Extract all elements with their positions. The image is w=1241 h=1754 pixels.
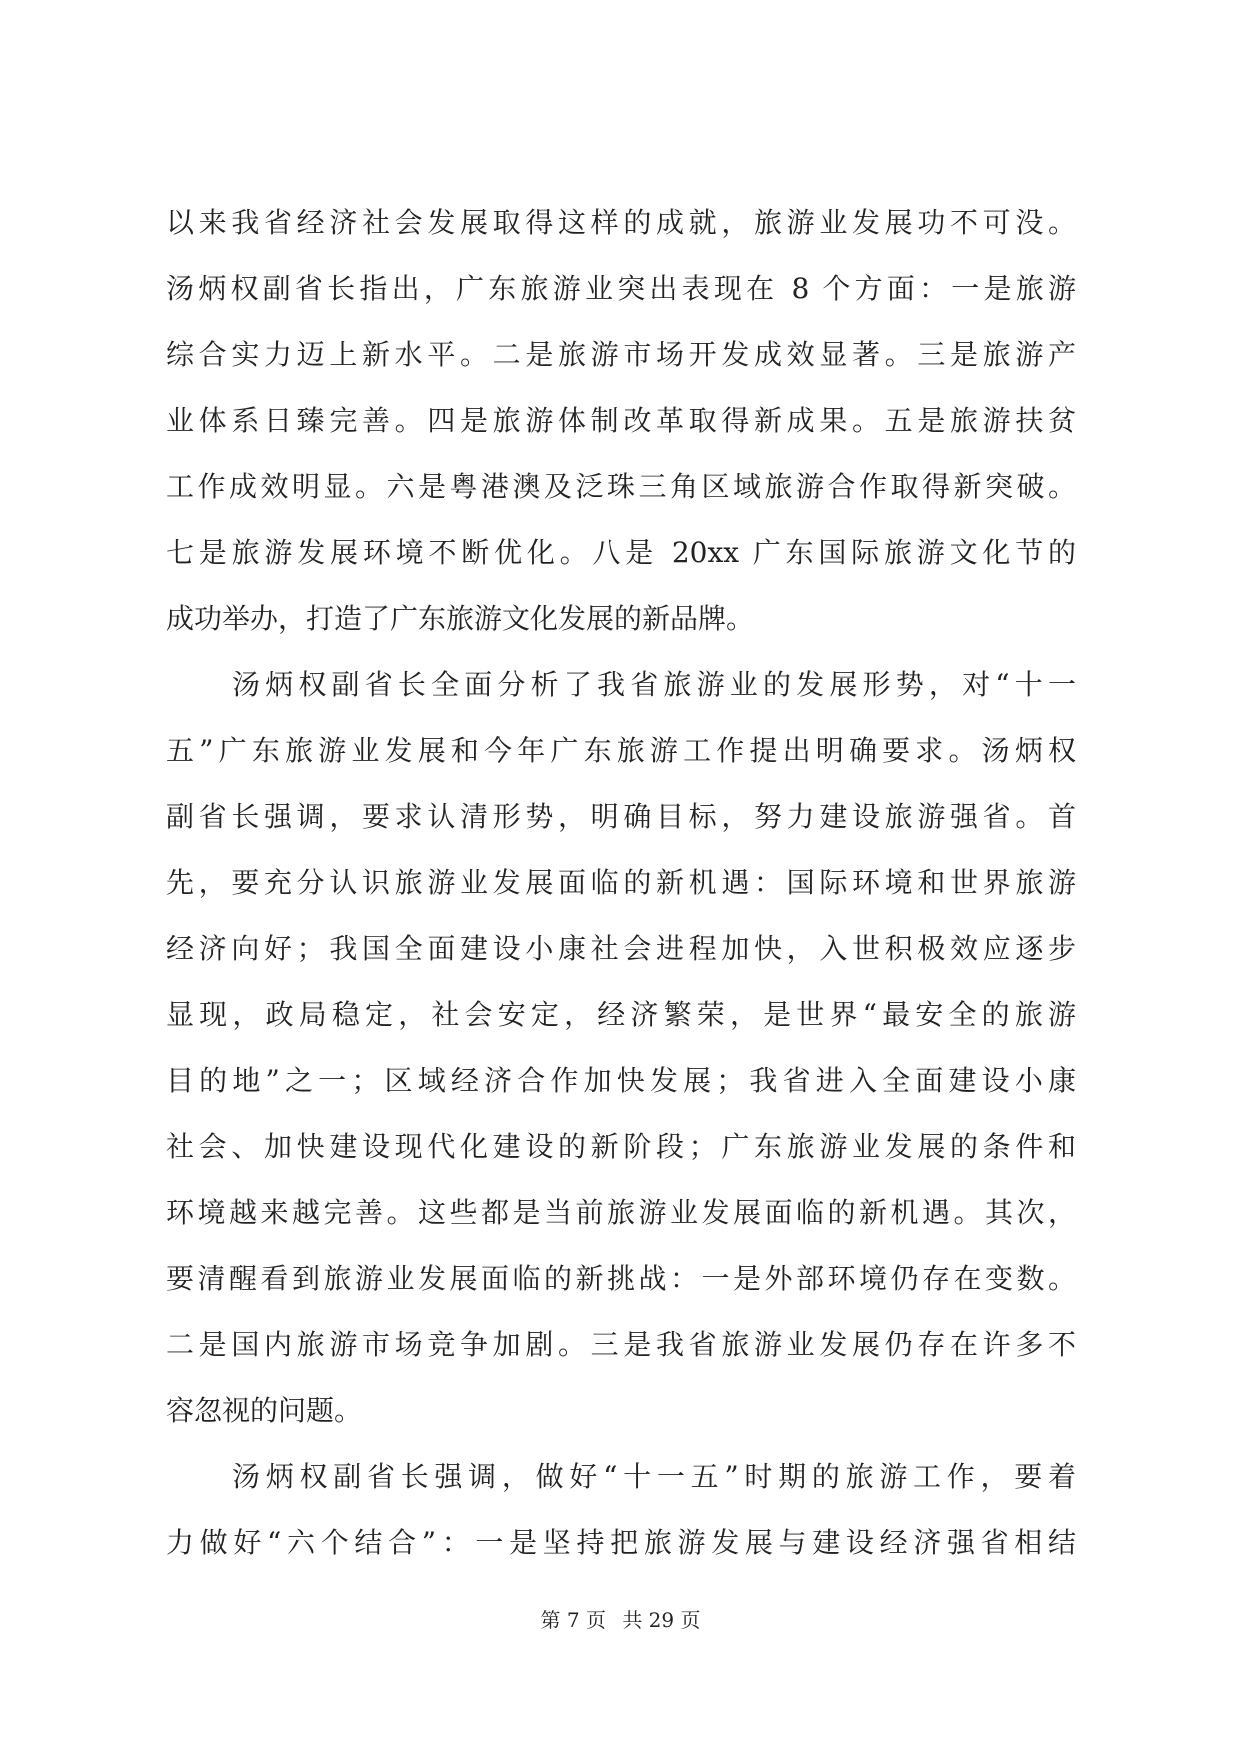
text-line: 先，要充分认识旅游业发展面临的新机遇：国际环境和世界旅游 — [166, 866, 1076, 899]
text-line: 要清醒看到旅游业发展面临的新挑战：一是外部环境仍存在变数。 — [166, 1262, 1076, 1295]
text-line: 七是旅游发展环境不断优化。八是 20xx 广东国际旅游文化节的 — [166, 536, 1076, 569]
text-line: 容忽视的问题。 — [166, 1394, 363, 1427]
text-line: 综合实力迈上新水平。二是旅游市场开发成效显著。三是旅游产 — [166, 338, 1076, 371]
text-line: 经济向好；我国全面建设小康社会进程加快，入世积极效应逐步 — [166, 932, 1076, 965]
text-line: 力做好“六个结合”：一是坚持把旅游发展与建设经济强省相结 — [166, 1526, 1076, 1559]
paragraph-1 — [166, 190, 1076, 652]
text-line: 五”广东旅游业发展和今年广东旅游工作提出明确要求。汤炳权 — [166, 734, 1076, 767]
page-total: 共 29 页 — [622, 1608, 701, 1632]
paragraph-3 — [166, 1444, 1076, 1576]
document-body — [166, 190, 1076, 1576]
page-footer — [0, 1604, 1241, 1633]
paragraph-2 — [166, 652, 1076, 1444]
text-line: 目的地”之一；区域经济合作加快发展；我省进入全面建设小康 — [166, 1064, 1076, 1097]
text-line: 工作成效明显。六是粤港澳及泛珠三角区域旅游合作取得新突破。 — [166, 470, 1076, 503]
text-line: 显现，政局稳定，社会安定，经济繁荣，是世界“最安全的旅游 — [166, 998, 1076, 1031]
text-line: 汤炳权副省长指出，广东旅游业突出表现在 8 个方面：一是旅游 — [166, 272, 1076, 305]
page-number: 第 7 页 — [540, 1608, 606, 1632]
text-line: 汤炳权副省长强调，做好“十一五”时期的旅游工作，要着 — [232, 1460, 1076, 1493]
text-line: 环境越来越完善。这些都是当前旅游业发展面临的新机遇。其次， — [166, 1196, 1076, 1229]
text-line: 副省长强调，要求认清形势，明确目标，努力建设旅游强省。首 — [166, 800, 1076, 833]
text-line: 二是国内旅游市场竞争加剧。三是我省旅游业发展仍存在许多不 — [166, 1328, 1076, 1361]
text-line: 成功举办，打造了广东旅游文化发展的新品牌。 — [166, 602, 755, 635]
text-line: 汤炳权副省长全面分析了我省旅游业的发展形势，对“十一 — [232, 668, 1076, 701]
text-line: 社会、加快建设现代化建设的新阶段；广东旅游业发展的条件和 — [166, 1130, 1076, 1163]
text-line: 以来我省经济社会发展取得这样的成就，旅游业发展功不可没。 — [166, 206, 1076, 239]
text-line: 业体系日臻完善。四是旅游体制改革取得新成果。五是旅游扶贫 — [166, 404, 1076, 437]
